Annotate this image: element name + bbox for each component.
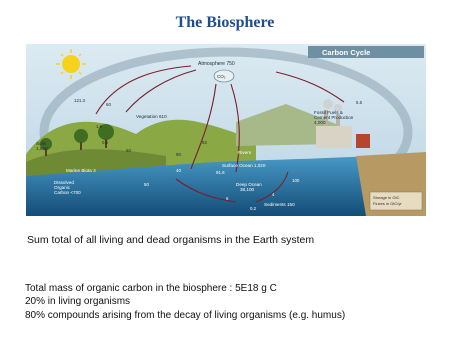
biosphere-definition: Sum total of all living and dead organisms in the Earth system [27,234,315,246]
fact-living: 20% in living organisms [25,296,131,308]
fact-decay: 80% compounds arising from the decay of living organisms (e.g. humus) [25,309,346,321]
marine-biota-label: Marine Biota 3 [66,168,96,173]
flux-label: 0.2 [250,206,257,211]
deep-ocean-value: 38,100 [240,187,255,192]
flux-label: 6 [226,196,229,201]
flux-label: 60 [106,102,111,107]
soils-value: 1,580 [36,146,48,151]
dissolved-value: Carbon <700 [54,190,81,195]
flux-label: 92 [202,140,207,145]
flux-label: 60 [126,148,131,153]
flux-label: 100 [292,178,300,183]
flux-label: 5.5 [356,100,363,105]
flux-label: 50 [144,182,149,187]
fact-total-mass: Total mass of organic carbon in the biosphere : 5E18 g C [25,283,277,294]
carbon-cycle-diagram [26,44,426,216]
fossil-value: 4,000 [314,120,326,125]
legend-fluxes: Fluxes in GtC/yr [373,201,402,206]
flux-label: 90 [176,152,181,157]
vegetation-label: Vegetation 610 [136,114,167,119]
dissolved-label: Dissolved [54,180,74,185]
dissolved-label-2: Organic [54,185,71,190]
atmosphere-label: Atmosphere 750 [198,61,235,67]
flux-label: 40 [176,168,181,173]
diagram-heading: Carbon Cycle [322,48,371,57]
soils-label: Soils [36,141,46,146]
flux-label: 4 [272,192,275,197]
sediments-label: Sediments 150 [264,202,295,207]
flux-label: 121.3 [74,98,85,103]
flux-label: 0.5 [102,140,109,145]
fossil-label-2: Cement Production [314,115,354,120]
legend-storage: Storage in GtC [373,195,400,200]
surface-ocean-label: Surface Ocean 1,020 [222,163,266,168]
slide-title: The Biosphere [175,14,275,31]
co2-label: CO₂ [217,74,226,79]
flux-label: 1.6 [96,124,103,129]
biosphere-facts [25,282,345,322]
deep-ocean-label: Deep Ocean [236,182,262,187]
flux-label: 91.6 [216,170,225,175]
carbon-cycle-illustration [26,44,426,216]
fossil-label: Fossil Fuels & [314,110,343,115]
sun-icon [62,55,80,73]
rivers-label: Rivers [238,150,252,155]
